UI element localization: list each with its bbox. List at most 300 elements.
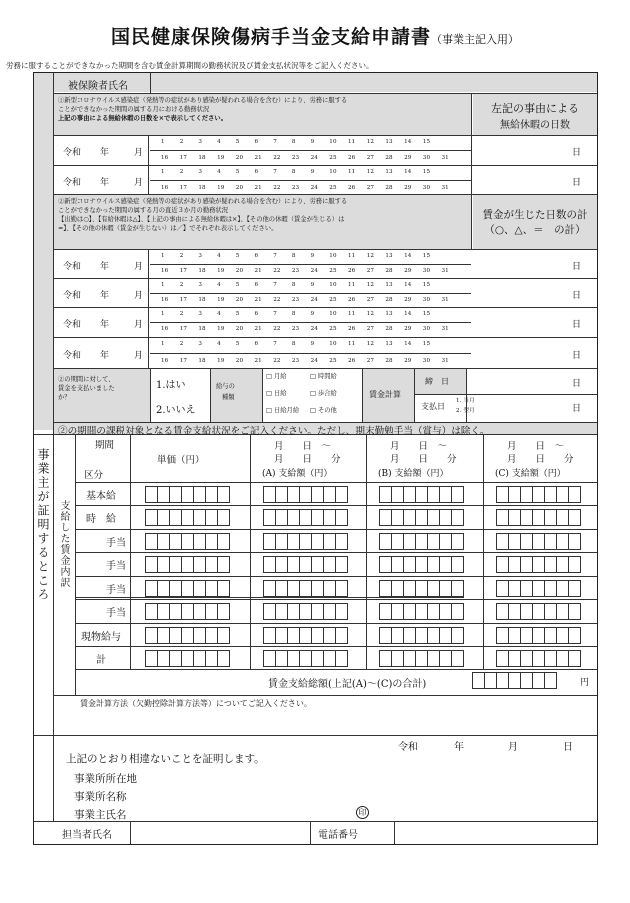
payment-yes-option: 1.はい (156, 380, 186, 391)
payday-label: 支払日 (421, 402, 445, 411)
amount-a-input[interactable] (263, 580, 347, 597)
day-number: 18 (198, 326, 206, 332)
day-number: 3 (198, 169, 203, 175)
day-number: 20 (235, 185, 244, 191)
day-number: 3 (198, 282, 203, 288)
day-number: 1 (161, 139, 165, 145)
total-label: 賃金支給総額(上記(A)～(C)の合計) (268, 679, 427, 690)
digit-box[interactable] (568, 650, 581, 667)
day-number: 4 (217, 253, 221, 259)
day-number: 19 (217, 326, 225, 332)
shaded-area (210, 368, 262, 423)
wage-side-label: 支給した賃金内訳 (58, 500, 69, 588)
wage-row-label: 手当 (106, 608, 126, 619)
day-number: 14 (404, 139, 412, 145)
wage-row-label: 基本給 (86, 491, 116, 502)
digit-box[interactable] (568, 486, 581, 503)
digit-box[interactable] (335, 627, 348, 644)
day-number: 8 (291, 169, 296, 175)
day-number: 22 (273, 326, 281, 332)
day-number: 27 (366, 297, 375, 303)
day-number: 14 (404, 311, 412, 317)
day-number: 11 (348, 311, 356, 317)
digit-box[interactable] (217, 509, 230, 526)
unit-price-input[interactable] (145, 627, 229, 644)
period-label: 期間 (95, 440, 115, 451)
month-label: 月 (134, 261, 144, 272)
digit-box[interactable] (335, 603, 348, 620)
day-number: 20 (235, 297, 244, 303)
day-number: 18 (198, 185, 206, 191)
calc-method-field[interactable] (55, 710, 595, 734)
day-number: 14 (404, 169, 412, 175)
day-number: 24 (310, 297, 318, 303)
day-number: 1 (161, 341, 165, 347)
day-unit: 日 (572, 350, 582, 361)
section1-instruction: 上記の事由による無給休暇の日数を×で表示してください。 (58, 115, 227, 122)
day-number: 29 (404, 358, 412, 364)
day-number: 24 (310, 268, 318, 274)
grid-line (362, 368, 363, 422)
day-number: 6 (254, 341, 259, 347)
shaded-area (34, 73, 53, 430)
amount-b-input[interactable] (379, 650, 463, 667)
day-number: 28 (385, 297, 393, 303)
day-number: 1 (161, 169, 165, 175)
day-number: 2 (179, 169, 184, 175)
day-number: 13 (385, 169, 393, 175)
day-number: 13 (385, 311, 393, 317)
month-label: 月 (134, 290, 144, 301)
amount-a-input[interactable] (263, 627, 347, 644)
day-number: 28 (385, 358, 393, 364)
day-unit: 日 (572, 261, 582, 272)
day-number: 16 (161, 358, 169, 364)
digit-box[interactable] (451, 533, 464, 550)
day-number: 25 (329, 185, 337, 191)
day-number: 31 (441, 297, 449, 303)
day-number: 8 (291, 139, 296, 145)
digit-box[interactable] (451, 486, 464, 503)
digit-box[interactable] (451, 580, 464, 597)
day-number: 9 (310, 341, 315, 347)
grid-line (414, 368, 415, 422)
day-number: 12 (366, 253, 375, 259)
day-number: 19 (217, 155, 225, 161)
payday-option: 1. 当月 (456, 398, 475, 404)
day-unit: 日 (572, 404, 582, 414)
digit-box[interactable] (217, 556, 230, 573)
grid-line (150, 278, 471, 279)
digit-box[interactable] (451, 603, 464, 620)
amount-c-input[interactable] (496, 556, 580, 573)
day-number: 5 (235, 311, 240, 317)
day-number: 30 (422, 326, 431, 332)
grid-line (34, 735, 597, 736)
day-number: 26 (348, 268, 356, 274)
day-number: 28 (385, 268, 393, 274)
day-number: 30 (422, 358, 431, 364)
day-number: 3 (198, 139, 203, 145)
digit-box[interactable] (217, 627, 230, 644)
day-number: 11 (348, 282, 356, 288)
grid-line (150, 353, 471, 354)
insured-name-field[interactable] (151, 74, 597, 92)
day-number: 14 (404, 253, 412, 259)
grid-line (250, 597, 464, 598)
day-number: 9 (310, 311, 315, 317)
unit-price-input[interactable] (145, 603, 229, 620)
day-number: 21 (254, 326, 262, 332)
day-number: 23 (291, 268, 300, 274)
day-number: 12 (366, 282, 375, 288)
day-number: 19 (217, 185, 225, 191)
day-number: 24 (310, 155, 318, 161)
day-number: 5 (235, 282, 240, 288)
unit-price-label: 単価（円） (157, 455, 205, 466)
period-to: 月 日 分 (274, 454, 341, 465)
day-number: 6 (254, 139, 259, 145)
digit-box[interactable] (568, 580, 581, 597)
day-number: 26 (348, 358, 356, 364)
day-number: 20 (235, 155, 244, 161)
amount-b-input[interactable] (379, 556, 463, 573)
section1-right-header-1: 左記の事由による (491, 102, 579, 115)
digit-box[interactable] (335, 509, 348, 526)
digit-box[interactable] (568, 627, 581, 644)
year-label: 年 (100, 261, 110, 272)
day-number: 31 (441, 268, 449, 274)
wage-row-label: 手当 (106, 585, 126, 596)
year-label: 年 (100, 319, 110, 330)
amount-c-input[interactable] (496, 650, 580, 667)
day-number: 22 (273, 297, 281, 303)
section1-text-1: ①新型コロナウイルス感染症（発熱等の症状があり感染が疑われる場合を含む）により、労務に服する (58, 97, 348, 104)
amount-c-input[interactable] (496, 509, 580, 526)
digit-box[interactable] (568, 533, 581, 550)
address-field[interactable] (150, 766, 590, 781)
amount-c-input[interactable] (496, 533, 580, 550)
period-from: 月 日 ～ (507, 441, 565, 452)
day-number: 16 (161, 297, 169, 303)
day-number: 23 (291, 185, 300, 191)
digit-box[interactable] (217, 580, 230, 597)
calc-method-label: 賃金計算方法（欠勤控除計算方法等）についてご記入ください。 (80, 699, 312, 708)
grid-line (53, 368, 597, 369)
day-number: 26 (348, 185, 356, 191)
yen-unit: 円 (580, 678, 590, 688)
day-number: 23 (291, 155, 300, 161)
amount-b-input[interactable] (379, 486, 463, 503)
day-number: 15 (422, 282, 431, 288)
grid-line (150, 322, 471, 323)
amount-c-input[interactable] (496, 580, 580, 597)
day-number: 12 (366, 139, 375, 145)
day-number: 27 (366, 326, 375, 332)
section2-text-2: ことができなかった期間の属する月の直近３か月の勤務状況 (58, 207, 229, 214)
day-number: 15 (422, 139, 431, 145)
wage-row-label: 現物給与 (81, 632, 121, 643)
period-from: 月 日 ～ (390, 441, 448, 452)
unit-price-input[interactable] (145, 556, 229, 573)
page-title (0, 22, 630, 49)
day-number: 4 (217, 341, 221, 347)
day-number: 15 (422, 253, 431, 259)
day-number: 15 (422, 341, 431, 347)
grid-line (150, 337, 471, 338)
wage-type-option: □ 日給月給 (266, 407, 300, 414)
digit-box[interactable] (451, 509, 464, 526)
day-number: 28 (385, 155, 393, 161)
total-amount-input[interactable] (472, 672, 556, 689)
amount-b-input[interactable] (379, 509, 463, 526)
day-number: 8 (291, 311, 296, 317)
section2-right-header-1: 賃金が生じた日数の計 (482, 209, 588, 221)
day-unit: 日 (572, 148, 582, 158)
amount-c-input[interactable] (496, 486, 580, 503)
day-number: 2 (179, 311, 184, 317)
grid-line (150, 150, 471, 151)
day-number: 12 (366, 341, 375, 347)
unit-price-input[interactable] (145, 509, 229, 526)
year-label: 年 (100, 350, 110, 361)
unit-price-input[interactable] (145, 650, 229, 667)
day-number: 4 (217, 169, 221, 175)
day-number: 2 (179, 341, 184, 347)
day-number: 5 (235, 341, 240, 347)
day-number: 15 (422, 311, 431, 317)
digit-box[interactable] (217, 486, 230, 503)
day-number: 26 (348, 326, 356, 332)
certify-month: 月 (508, 742, 518, 753)
closing-day-label: 締 日 (425, 377, 449, 386)
day-number: 11 (348, 341, 356, 347)
day-number: 30 (422, 185, 431, 191)
owner-name-label: 事業主氏名 (74, 809, 127, 821)
amount-a-input[interactable] (263, 603, 347, 620)
day-number: 16 (161, 326, 169, 332)
day-number: 11 (348, 253, 356, 259)
amount-a-input[interactable] (263, 650, 347, 667)
payment-no-option: 2.いいえ (156, 405, 196, 416)
day-number: 19 (217, 268, 225, 274)
day-number: 8 (291, 253, 296, 259)
digit-box[interactable] (217, 533, 230, 550)
day-number: 13 (385, 341, 393, 347)
period-to: 月 日 分 (390, 454, 457, 465)
day-number: 5 (235, 169, 240, 175)
staff-name-label: 担当者氏名 (62, 830, 112, 841)
day-number: 13 (385, 282, 393, 288)
certify-statement: 上記のとおり相違ないことを証明します。 (66, 753, 265, 765)
day-number: 22 (273, 358, 281, 364)
staff-name-field[interactable] (131, 822, 309, 844)
day-unit: 日 (572, 178, 582, 188)
digit-box[interactable] (451, 627, 464, 644)
day-number: 15 (422, 169, 431, 175)
day-number: 7 (273, 139, 277, 145)
digit-box[interactable] (568, 556, 581, 573)
amount-c-input[interactable] (496, 627, 580, 644)
grid-line (150, 264, 471, 265)
amount-b-input[interactable] (379, 580, 463, 597)
digit-box[interactable] (568, 603, 581, 620)
day-number: 6 (254, 169, 259, 175)
day-number: 3 (198, 253, 203, 259)
day-number: 27 (366, 268, 375, 274)
day-number: 28 (385, 326, 393, 332)
day-number: 10 (329, 169, 337, 175)
amount-a-input[interactable] (263, 509, 347, 526)
day-number: 31 (441, 155, 449, 161)
grid-line (150, 307, 471, 308)
day-number: 22 (273, 155, 281, 161)
unit-price-input[interactable] (145, 486, 229, 503)
grid-line (75, 669, 597, 670)
day-number: 5 (235, 253, 240, 259)
day-number: 29 (404, 297, 412, 303)
reiwa-label: 令和 (63, 290, 82, 301)
day-number: 17 (179, 185, 188, 191)
digit-box[interactable] (335, 556, 348, 573)
grid-line (75, 623, 597, 624)
grid-line (148, 249, 149, 368)
grid-line (75, 646, 597, 647)
day-number: 30 (422, 297, 431, 303)
day-number: 29 (404, 185, 412, 191)
section2-text-4: =】、【その他の休暇（賃金が生じない）は／】でそれぞれ表示してください。 (58, 225, 278, 232)
notice-text: ②の期間の課税対象となる賃金支給状況をご記入ください。ただし、期末勤勉手当（賞与）は除く。 (58, 426, 490, 437)
day-number: 1 (161, 282, 165, 288)
wage-row-label: 手当 (106, 538, 126, 549)
section2-right-header-2: （○、△、＝ の計） (484, 224, 586, 236)
day-number: 21 (254, 358, 262, 364)
day-number: 4 (217, 311, 221, 317)
digit-box[interactable] (335, 533, 348, 550)
day-number: 27 (366, 185, 375, 191)
day-number: 25 (329, 326, 337, 332)
day-number: 20 (235, 358, 244, 364)
day-number: 2 (179, 253, 184, 259)
wage-row-label: 計 (96, 655, 106, 666)
day-number: 19 (217, 358, 225, 364)
day-number: 25 (329, 268, 337, 274)
column-header: (B) 支給額（円） (378, 469, 449, 479)
day-number: 10 (329, 253, 337, 259)
day-unit: 日 (572, 319, 582, 330)
reiwa-label: 令和 (63, 319, 82, 330)
day-number: 27 (366, 155, 375, 161)
day-number: 8 (291, 282, 296, 288)
amount-b-input[interactable] (379, 627, 463, 644)
year-label: 年 (100, 178, 110, 188)
grid-line (75, 599, 597, 600)
digit-box[interactable] (335, 580, 348, 597)
grid-line (414, 394, 597, 395)
day-number: 10 (329, 311, 337, 317)
day-number: 22 (273, 185, 281, 191)
digit-box[interactable] (451, 650, 464, 667)
unit-price-input[interactable] (145, 533, 229, 550)
digit-box[interactable] (544, 672, 557, 689)
day-number: 11 (348, 169, 356, 175)
payment-question-1: ②の期間に対して、 (58, 376, 115, 383)
unit-price-input[interactable] (145, 580, 229, 597)
amount-a-input[interactable] (263, 486, 347, 503)
grid-line (75, 529, 597, 530)
year-label: 年 (100, 148, 110, 158)
day-number: 27 (366, 358, 375, 364)
digit-box[interactable] (451, 556, 464, 573)
phone-label: 電話番号 (318, 830, 358, 841)
amount-a-input[interactable] (263, 533, 347, 550)
day-number: 8 (291, 341, 296, 347)
owner-name-field[interactable] (150, 802, 350, 817)
day-number: 6 (254, 253, 259, 259)
digit-box[interactable] (335, 486, 348, 503)
day-number: 10 (329, 139, 337, 145)
day-number: 12 (366, 311, 375, 317)
amount-b-input[interactable] (379, 533, 463, 550)
day-number: 25 (329, 297, 337, 303)
day-number: 10 (329, 282, 337, 288)
wage-type-option: □ 月給 (266, 373, 287, 380)
day-number: 31 (441, 185, 449, 191)
payday-option: 2. 翌月 (456, 408, 475, 414)
day-number: 11 (348, 139, 356, 145)
title-main: 国民健康保険傷病手当金支給申請書 (110, 26, 431, 48)
office-name-label: 事業所名称 (74, 791, 127, 803)
reiwa-label: 令和 (63, 148, 82, 158)
phone-field[interactable] (395, 822, 597, 844)
intro-text: 労務に服することができなかった期間を含む賃金計算期間の勤務状況及び賃金支払状況等をご記入ください。 (6, 61, 374, 70)
digit-box[interactable] (217, 603, 230, 620)
day-number: 31 (441, 358, 449, 364)
day-number: 17 (179, 268, 188, 274)
page-subtitle: （事業主記入用） (431, 33, 519, 46)
day-number: 7 (273, 282, 277, 288)
day-number: 25 (329, 155, 337, 161)
day-number: 31 (441, 326, 449, 332)
month-label: 月 (134, 178, 144, 188)
day-number: 1 (161, 311, 165, 317)
digit-box[interactable] (217, 650, 230, 667)
day-number: 26 (348, 155, 356, 161)
amount-c-input[interactable] (496, 603, 580, 620)
grid-line (53, 695, 597, 696)
office-name-field[interactable] (150, 784, 590, 799)
amount-a-input[interactable] (263, 556, 347, 573)
day-number: 1 (161, 253, 165, 259)
day-number: 18 (198, 358, 206, 364)
day-number: 29 (404, 268, 412, 274)
day-number: 21 (254, 185, 262, 191)
day-number: 21 (254, 155, 262, 161)
wage-calc-label: 賃金計算 (369, 390, 401, 399)
amount-b-input[interactable] (379, 603, 463, 620)
day-number: 14 (404, 282, 412, 288)
wage-row-label: 手当 (106, 561, 126, 572)
digit-box[interactable] (568, 509, 581, 526)
certify-year: 年 (454, 742, 464, 753)
digit-box[interactable] (335, 650, 348, 667)
day-number: 16 (161, 268, 169, 274)
day-number: 7 (273, 169, 277, 175)
grid-line (75, 482, 597, 483)
wage-type-option: □ その他 (310, 407, 337, 414)
day-number: 3 (198, 341, 203, 347)
month-label: 月 (134, 350, 144, 361)
